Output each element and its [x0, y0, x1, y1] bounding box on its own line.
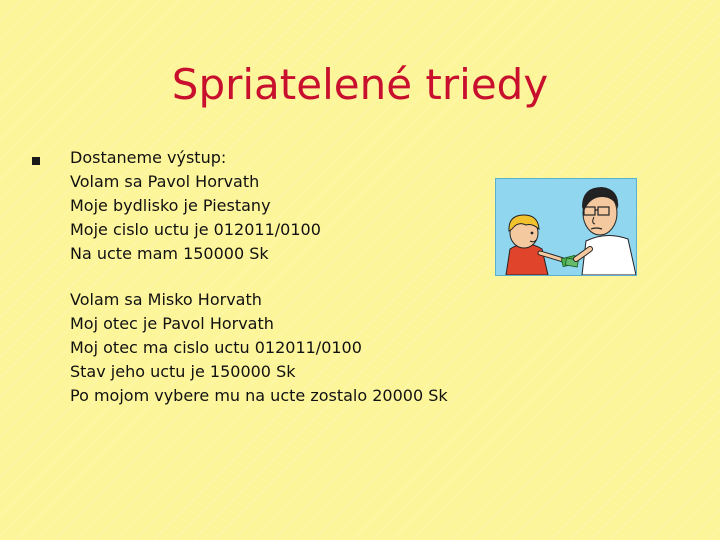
- text-line: Moj otec je Pavol Horvath: [70, 314, 274, 333]
- text-line: Po mojom vybere mu na ucte zostalo 20000 Sk: [70, 386, 448, 405]
- slide-title: Spriatelené triedy: [171, 60, 549, 109]
- paragraph-gap: [70, 266, 490, 288]
- child-figure: [506, 215, 566, 275]
- bullet-square-icon: [32, 157, 40, 165]
- father-giving-money-to-child-illustration: [495, 178, 637, 276]
- text-line: Volam sa Misko Horvath: [70, 290, 262, 309]
- father-figure: [576, 187, 636, 275]
- text-line: Stav jeho uctu je 150000 Sk: [70, 362, 296, 381]
- body-text: [70, 146, 490, 408]
- text-line: Na ucte mam 150000 Sk: [70, 244, 269, 263]
- text-line: Moje cislo uctu je 012011/0100: [70, 220, 321, 239]
- text-line: Moje bydlisko je Piestany: [70, 196, 271, 215]
- text-line: Moj otec ma cislo uctu 012011/0100: [70, 338, 362, 357]
- text-line: Volam sa Pavol Horvath: [70, 172, 260, 191]
- text-line: Dostaneme výstup:: [70, 148, 227, 167]
- clipart-svg: [496, 179, 636, 275]
